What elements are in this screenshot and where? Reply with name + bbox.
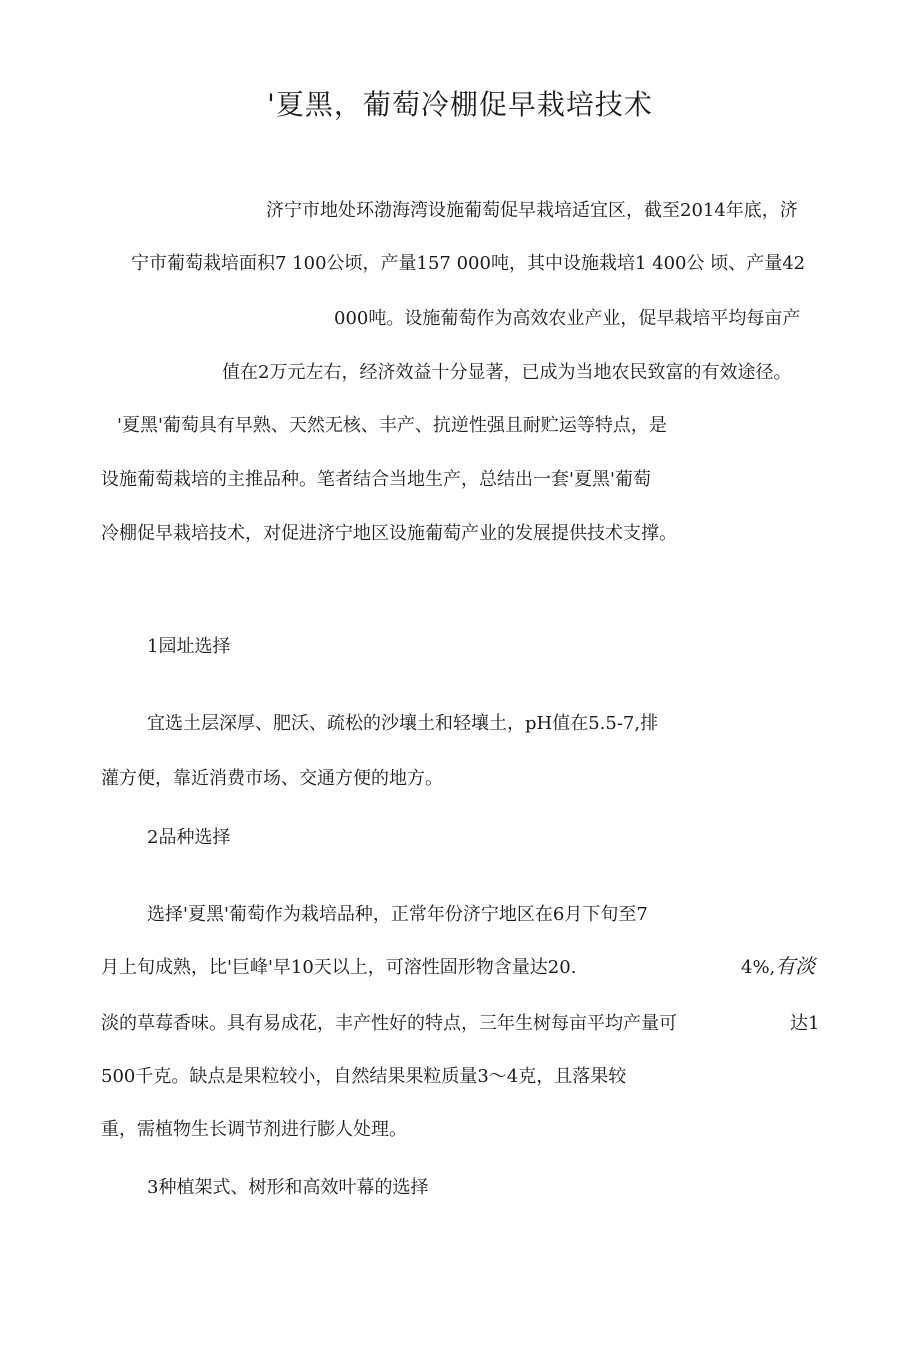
intro-line-3: 000吨。设施葡萄作为高效农业产业，促早栽培平均每亩产 (334, 308, 801, 329)
section2-line-5: 重，需植物生长调节剂进行膨人处理。 (101, 1119, 407, 1140)
intro-line-4: 值在2万元左右，经济效益十分显著，已成为当地农民致富的有效途径。 (222, 362, 792, 383)
section2-line-1: 选择'夏黑'葡萄作为栽培品种，正常年份济宁地区在6月下旬至7 (147, 904, 648, 925)
section2-line-3-tail: 达1 (790, 1013, 820, 1034)
section1-line-1: 宜选土层深厚、肥沃、疏松的沙壤土和轻壤土，pH值在5.5-7,排 (147, 713, 659, 734)
intro-line-7: 冷棚促早栽培技术，对促进济宁地区设施葡萄产业的发展提供技术支撑。 (101, 523, 677, 544)
section2-line-2: 月上旬成熟，比'巨峰'早10天以上，可溶性固形物含量达20. (101, 957, 577, 978)
intro-line-5: '夏黑'葡萄具有早熟、天然无核、丰产、抗逆性强且耐贮运等特点，是 (117, 415, 667, 436)
section2-line-4: 500千克。缺点是果粒较小，自然结果果粒质量3～4克，且落果较 (101, 1066, 627, 1087)
section2-tail-italic: 有淡 (775, 954, 816, 978)
section2-line-2-tail (741, 954, 815, 980)
section1-line-2: 灌方便，靠近消费市场、交通方便的地方。 (101, 768, 443, 789)
page-title: '夏黑，葡萄冷棚促早栽培技术 (267, 88, 653, 121)
section-heading-1: 1园址选择 (147, 636, 231, 657)
section2-tail-plain: 4%, (741, 957, 776, 978)
intro-line-6: 设施葡萄栽培的主推品种。笔者结合当地生产，总结出一套'夏黑'葡萄 (101, 469, 651, 490)
section-heading-3: 3种植架式、树形和高效叶幕的选择 (147, 1177, 429, 1198)
intro-line-2: 宁市葡萄栽培面积7 100公顷，产量157 000吨，其中设施栽培1 400公 顷、产量42 (131, 253, 806, 274)
section-heading-2: 2品种选择 (147, 827, 231, 848)
section2-line-3: 淡的草莓香味。具有易成花，丰产性好的特点，三年生树每亩平均产量可 (101, 1013, 677, 1034)
intro-line-1: 济宁市地处环渤海湾设施葡萄促早栽培适宜区，截至2014年底，济 (266, 200, 798, 221)
